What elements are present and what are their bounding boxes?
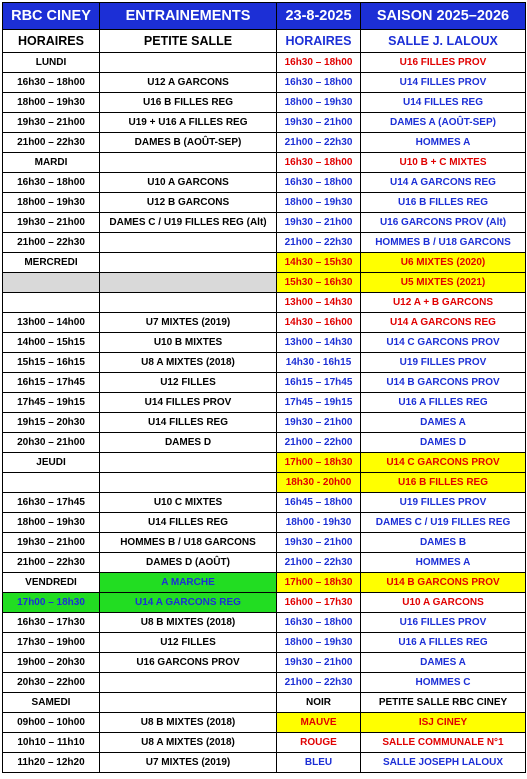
petite-salle-group-cell: U14 FILLES REG: [100, 513, 277, 533]
petite-salle-group-cell: [100, 273, 277, 293]
left-time-cell: 11h20 – 12h20: [3, 753, 100, 773]
schedule-row: [3, 373, 526, 393]
right-time-cell: 19h30 – 21h00: [277, 533, 361, 553]
laloux-group-cell: U6 MIXTES (2020): [361, 253, 526, 273]
laloux-group-cell: U16 A FILLES REG: [361, 633, 526, 653]
petite-salle-group-cell: U12 FILLES: [100, 633, 277, 653]
right-time-cell: 21h00 – 22h30: [277, 233, 361, 253]
right-time-cell: 14h30 – 16h00: [277, 313, 361, 333]
schedule-row: [3, 753, 526, 773]
schedule-row: [3, 173, 526, 193]
petite-salle-group-cell: U7 MIXTES (2019): [100, 313, 277, 333]
left-time-cell: [3, 273, 100, 293]
schedule-row: [3, 153, 526, 173]
petite-salle-group-cell: U16 B FILLES REG: [100, 93, 277, 113]
petite-salle-group-cell: U14 A GARCONS REG: [100, 593, 277, 613]
left-time-cell: 19h00 – 20h30: [3, 653, 100, 673]
laloux-group-cell: HOMMES A: [361, 133, 526, 153]
right-time-cell: NOIR: [277, 693, 361, 713]
left-time-cell: 17h30 – 19h00: [3, 633, 100, 653]
left-time-cell: 19h15 – 20h30: [3, 413, 100, 433]
schedule-row: [3, 353, 526, 373]
petite-salle-group-cell: [100, 453, 277, 473]
petite-salle-group-cell: U14 FILLES REG: [100, 413, 277, 433]
petite-salle-group-cell: U19 + U16 A FILLES REG: [100, 113, 277, 133]
laloux-group-cell: U14 B GARCONS PROV: [361, 573, 526, 593]
petite-salle-group-cell: U8 B MIXTES (2018): [100, 713, 277, 733]
right-time-cell: 16h30 – 18h00: [277, 613, 361, 633]
right-time-cell: 16h00 – 17h30: [277, 593, 361, 613]
left-time-cell: 16h30 – 18h00: [3, 173, 100, 193]
schedule-row: [3, 513, 526, 533]
right-time-cell: 17h00 – 18h30: [277, 573, 361, 593]
laloux-group-cell: U16 FILLES PROV: [361, 613, 526, 633]
laloux-group-cell: U16 B FILLES REG: [361, 473, 526, 493]
right-time-cell: 18h00 – 19h30: [277, 193, 361, 213]
schedule-row: [3, 393, 526, 413]
schedule-row: [3, 493, 526, 513]
petite-salle-group-cell: U10 B MIXTES: [100, 333, 277, 353]
laloux-group-cell: DAMES A: [361, 653, 526, 673]
training-schedule-sheet: [2, 2, 525, 775]
petite-salle-group-cell: DAMES B (AOÛT-SEP): [100, 133, 277, 153]
petite-salle-group-cell: U14 FILLES PROV: [100, 393, 277, 413]
left-time-cell: 17h00 – 18h30: [3, 593, 100, 613]
petite-salle-group-cell: U8 B MIXTES (2018): [100, 613, 277, 633]
laloux-group-cell: DAMES B: [361, 533, 526, 553]
schedule-row: [3, 413, 526, 433]
left-time-cell: 20h30 – 21h00: [3, 433, 100, 453]
schedule-row: [3, 473, 526, 493]
right-time-cell: 14h30 - 16h15: [277, 353, 361, 373]
right-time-cell: 16h45 – 18h00: [277, 493, 361, 513]
col-header-horaires-left: HORAIRES: [3, 30, 100, 53]
right-time-cell: 16h30 – 18h00: [277, 53, 361, 73]
petite-salle-group-cell: U8 A MIXTES (2018): [100, 733, 277, 753]
petite-salle-group-cell: DAMES C / U19 FILLES REG (Alt): [100, 213, 277, 233]
schedule-row: [3, 93, 526, 113]
left-time-cell: 16h30 – 17h45: [3, 493, 100, 513]
left-time-cell: 19h30 – 21h00: [3, 113, 100, 133]
left-time-cell: MARDI: [3, 153, 100, 173]
schedule-row: [3, 213, 526, 233]
laloux-group-cell: DAMES D: [361, 433, 526, 453]
laloux-group-cell: U14 C GARCONS PROV: [361, 453, 526, 473]
right-time-cell: 17h45 – 19h15: [277, 393, 361, 413]
right-time-cell: ROUGE: [277, 733, 361, 753]
petite-salle-group-cell: U8 A MIXTES (2018): [100, 353, 277, 373]
header-row: [3, 3, 526, 30]
left-time-cell: 21h00 – 22h30: [3, 233, 100, 253]
schedule-row: [3, 673, 526, 693]
schedule-row: [3, 53, 526, 73]
schedule-row: [3, 133, 526, 153]
season-label: SAISON 2025–2026: [361, 3, 526, 30]
left-time-cell: [3, 473, 100, 493]
schedule-row: [3, 633, 526, 653]
schedule-row: [3, 333, 526, 353]
petite-salle-group-cell: DAMES D (AOÛT): [100, 553, 277, 573]
right-time-cell: MAUVE: [277, 713, 361, 733]
right-time-cell: 21h00 – 22h30: [277, 553, 361, 573]
left-time-cell: 14h00 – 15h15: [3, 333, 100, 353]
right-time-cell: 19h30 – 21h00: [277, 213, 361, 233]
laloux-group-cell: U12 A + B GARCONS: [361, 293, 526, 313]
schedule-row: [3, 113, 526, 133]
left-time-cell: 17h45 – 19h15: [3, 393, 100, 413]
petite-salle-group-cell: U12 FILLES: [100, 373, 277, 393]
schedule-row: [3, 73, 526, 93]
schedule-row: [3, 273, 526, 293]
right-time-cell: 18h00 – 19h30: [277, 633, 361, 653]
schedule-row: [3, 193, 526, 213]
right-time-cell: 16h15 – 17h45: [277, 373, 361, 393]
right-time-cell: 15h30 – 16h30: [277, 273, 361, 293]
schedule-row: [3, 613, 526, 633]
laloux-group-cell: U19 FILLES PROV: [361, 353, 526, 373]
schedule-row: [3, 253, 526, 273]
left-time-cell: 21h00 – 22h30: [3, 133, 100, 153]
petite-salle-group-cell: [100, 293, 277, 313]
left-time-cell: 10h10 – 11h10: [3, 733, 100, 753]
right-time-cell: 13h00 – 14h30: [277, 333, 361, 353]
left-time-cell: 18h00 – 19h30: [3, 193, 100, 213]
laloux-group-cell: U16 FILLES PROV: [361, 53, 526, 73]
laloux-group-cell: U14 FILLES REG: [361, 93, 526, 113]
laloux-group-cell: PETITE SALLE RBC CINEY: [361, 693, 526, 713]
laloux-group-cell: U16 GARCONS PROV (Alt): [361, 213, 526, 233]
club-name: RBC CINEY: [3, 3, 100, 30]
subheader-row: [3, 30, 526, 53]
petite-salle-group-cell: HOMMES B / U18 GARCONS: [100, 533, 277, 553]
laloux-group-cell: U10 A GARCONS: [361, 593, 526, 613]
col-header-horaires-right: HORAIRES: [277, 30, 361, 53]
schedule-row: [3, 733, 526, 753]
schedule-date: 23-8-2025: [277, 3, 361, 30]
left-time-cell: 19h30 – 21h00: [3, 533, 100, 553]
petite-salle-group-cell: U12 B GARCONS: [100, 193, 277, 213]
laloux-group-cell: HOMMES B / U18 GARCONS: [361, 233, 526, 253]
left-time-cell: JEUDI: [3, 453, 100, 473]
right-time-cell: 19h30 – 21h00: [277, 413, 361, 433]
right-time-cell: 19h30 – 21h00: [277, 653, 361, 673]
left-time-cell: LUNDI: [3, 53, 100, 73]
left-time-cell: 21h00 – 22h30: [3, 553, 100, 573]
laloux-group-cell: U10 B + C MIXTES: [361, 153, 526, 173]
petite-salle-group-cell: [100, 473, 277, 493]
laloux-group-cell: SALLE COMMUNALE N°1: [361, 733, 526, 753]
schedule-row: [3, 313, 526, 333]
petite-salle-group-cell: [100, 153, 277, 173]
right-time-cell: 13h00 – 14h30: [277, 293, 361, 313]
left-time-cell: 16h15 – 17h45: [3, 373, 100, 393]
petite-salle-group-cell: [100, 233, 277, 253]
left-time-cell: 16h30 – 18h00: [3, 73, 100, 93]
right-time-cell: BLEU: [277, 753, 361, 773]
petite-salle-group-cell: U12 A GARCONS: [100, 73, 277, 93]
laloux-group-cell: DAMES A: [361, 413, 526, 433]
laloux-group-cell: U14 A GARCONS REG: [361, 173, 526, 193]
left-time-cell: MERCREDI: [3, 253, 100, 273]
schedule-row: [3, 433, 526, 453]
right-time-cell: 14h30 – 15h30: [277, 253, 361, 273]
petite-salle-group-cell: U10 C MIXTES: [100, 493, 277, 513]
left-time-cell: 20h30 – 22h00: [3, 673, 100, 693]
right-time-cell: 18h00 - 19h30: [277, 513, 361, 533]
left-time-cell: 19h30 – 21h00: [3, 213, 100, 233]
petite-salle-group-cell: U7 MIXTES (2019): [100, 753, 277, 773]
petite-salle-group-cell: [100, 693, 277, 713]
left-time-cell: 16h30 – 17h30: [3, 613, 100, 633]
schedule-table: [2, 2, 526, 773]
laloux-group-cell: DAMES A (AOÛT-SEP): [361, 113, 526, 133]
schedule-row: [3, 533, 526, 553]
petite-salle-group-cell: U16 GARCONS PROV: [100, 653, 277, 673]
petite-salle-group-cell: [100, 253, 277, 273]
right-time-cell: 16h30 – 18h00: [277, 153, 361, 173]
schedule-row: [3, 693, 526, 713]
right-time-cell: 18h30 - 20h00: [277, 473, 361, 493]
schedule-row: [3, 553, 526, 573]
right-time-cell: 19h30 – 21h00: [277, 113, 361, 133]
schedule-row: [3, 653, 526, 673]
right-time-cell: 16h30 – 18h00: [277, 73, 361, 93]
laloux-group-cell: DAMES C / U19 FILLES REG: [361, 513, 526, 533]
schedule-row: [3, 593, 526, 613]
schedule-title: ENTRAINEMENTS: [100, 3, 277, 30]
col-header-petite-salle: PETITE SALLE: [100, 30, 277, 53]
left-time-cell: VENDREDI: [3, 573, 100, 593]
laloux-group-cell: U16 B FILLES REG: [361, 193, 526, 213]
schedule-row: [3, 573, 526, 593]
petite-salle-group-cell: U10 A GARCONS: [100, 173, 277, 193]
left-time-cell: [3, 293, 100, 313]
left-time-cell: 13h00 – 14h00: [3, 313, 100, 333]
laloux-group-cell: U14 A GARCONS REG: [361, 313, 526, 333]
laloux-group-cell: U14 B GARCONS PROV: [361, 373, 526, 393]
laloux-group-cell: HOMMES A: [361, 553, 526, 573]
petite-salle-group-cell: [100, 673, 277, 693]
col-header-salle-laloux: SALLE J. LALOUX: [361, 30, 526, 53]
right-time-cell: 21h00 – 22h30: [277, 673, 361, 693]
right-time-cell: 21h00 – 22h00: [277, 433, 361, 453]
schedule-row: [3, 233, 526, 253]
laloux-group-cell: U19 FILLES PROV: [361, 493, 526, 513]
laloux-group-cell: HOMMES C: [361, 673, 526, 693]
schedule-row: [3, 713, 526, 733]
laloux-group-cell: U14 FILLES PROV: [361, 73, 526, 93]
schedule-row: [3, 453, 526, 473]
left-time-cell: 09h00 – 10h00: [3, 713, 100, 733]
laloux-group-cell: ISJ CINEY: [361, 713, 526, 733]
petite-salle-group-cell: DAMES D: [100, 433, 277, 453]
laloux-group-cell: U14 C GARCONS PROV: [361, 333, 526, 353]
right-time-cell: 17h00 – 18h30: [277, 453, 361, 473]
left-time-cell: 18h00 – 19h30: [3, 513, 100, 533]
laloux-group-cell: U5 MIXTES (2021): [361, 273, 526, 293]
schedule-row: [3, 293, 526, 313]
left-time-cell: 18h00 – 19h30: [3, 93, 100, 113]
petite-salle-group-cell: A MARCHE: [100, 573, 277, 593]
laloux-group-cell: U16 A FILLES REG: [361, 393, 526, 413]
right-time-cell: 16h30 – 18h00: [277, 173, 361, 193]
left-time-cell: SAMEDI: [3, 693, 100, 713]
right-time-cell: 18h00 – 19h30: [277, 93, 361, 113]
right-time-cell: 21h00 – 22h30: [277, 133, 361, 153]
laloux-group-cell: SALLE JOSEPH LALOUX: [361, 753, 526, 773]
left-time-cell: 15h15 – 16h15: [3, 353, 100, 373]
petite-salle-group-cell: [100, 53, 277, 73]
